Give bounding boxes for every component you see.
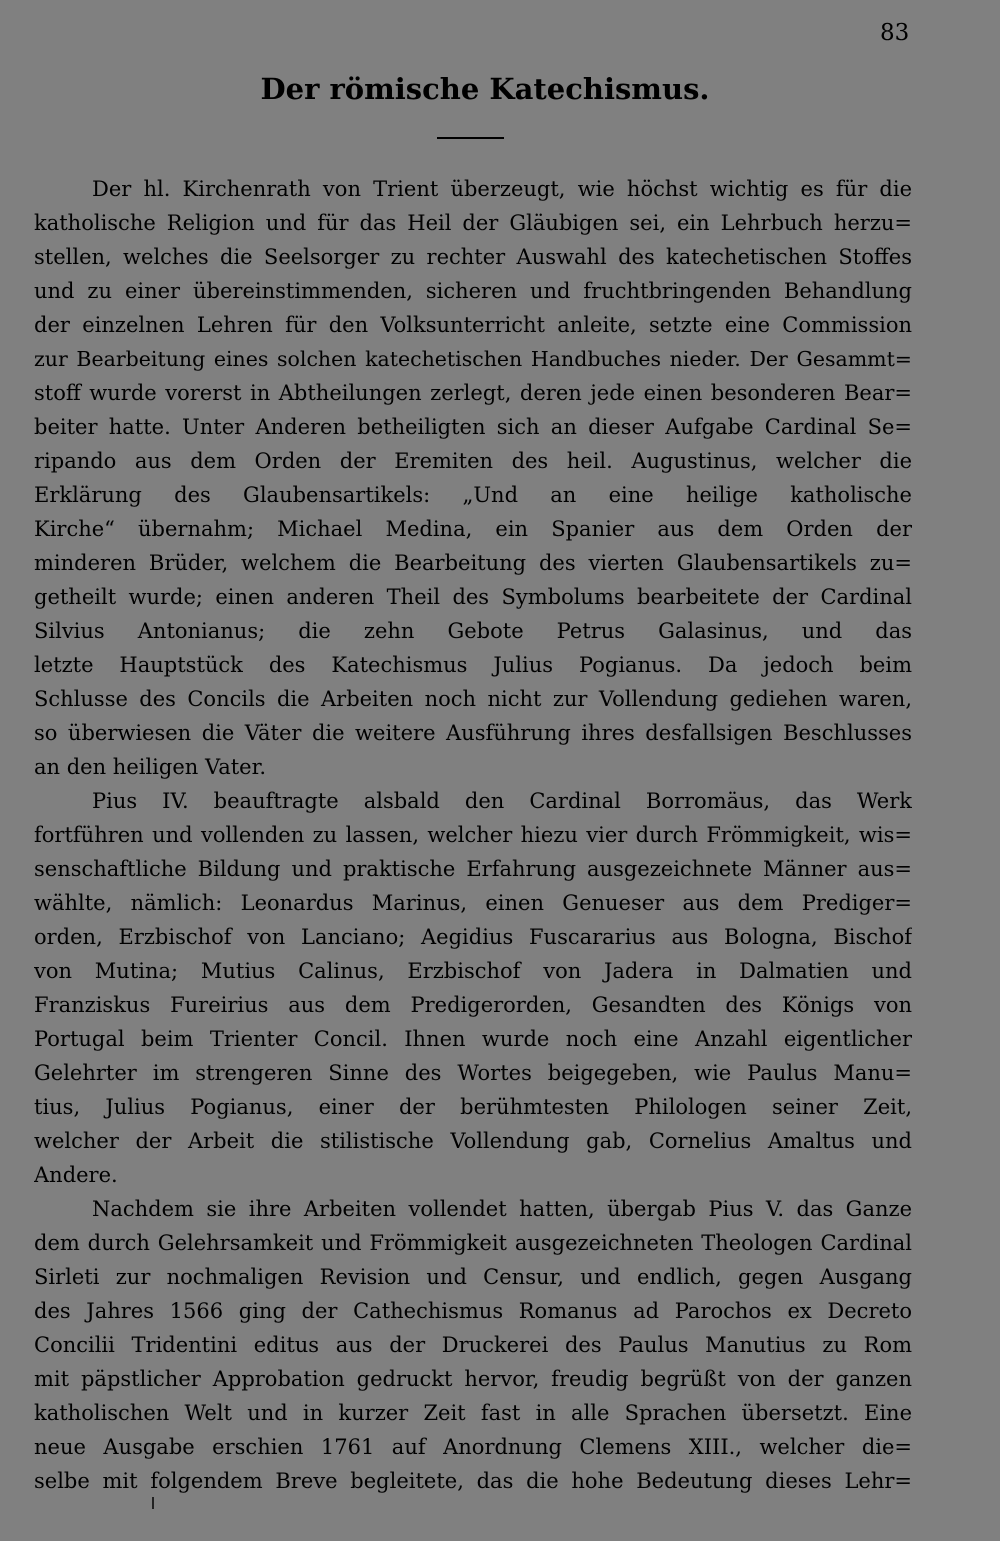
text-line: Erklärung des Glaubensartikels: „Und an eine heilige katholische — [34, 483, 912, 507]
text-line: Nachdem sie ihre Arbeiten vollendet hatten, übergab Pius V. das Ganze — [92, 1197, 912, 1221]
text-line: dem durch Gelehrsamkeit und Frömmigkeit ausgezeichneten Theologen Cardinal — [34, 1231, 912, 1255]
text-line: letzte Hauptstück des Katechismus Julius Pogianus. Da jedoch beim — [34, 653, 912, 677]
text-line: so überwiesen die Väter die weitere Ausführung ihres desfallsigen Beschlusses — [34, 721, 912, 745]
chapter-title: Der römische Katechismus. — [260, 72, 710, 106]
print-speck — [152, 1497, 154, 1509]
text-line: Portugal beim Trienter Concil. Ihnen wurde noch eine Anzahl eigentlicher — [34, 1027, 912, 1051]
text-line: orden, Erzbischof von Lanciano; Aegidius Fuscararius aus Bologna, Bischof — [34, 925, 912, 949]
text-line: an den heiligen Vater. — [34, 755, 266, 779]
text-line: fortführen und vollenden zu lassen, welcher hiezu vier durch Frömmigkeit, wis= — [34, 823, 912, 847]
text-line: mit päpstlicher Approbation gedruckt hervor, freudig begrüßt von der ganzen — [34, 1367, 912, 1391]
text-line: von Mutina; Mutius Calinus, Erzbischof von Jadera in Dalmatien und — [34, 959, 912, 983]
text-line: stellen, welches die Seelsorger zu rechter Auswahl des katechetischen Stoffes — [34, 245, 912, 269]
text-line: Der hl. Kirchenrath von Trient überzeugt, wie höchst wichtig es für die — [92, 177, 912, 201]
text-line: ripando aus dem Orden der Eremiten des heil. Augustinus, welcher die — [34, 449, 912, 473]
text-line: und zu einer übereinstimmenden, sicheren und fruchtbringenden Behandlung — [34, 279, 912, 303]
text-line: der einzelnen Lehren für den Volksunterricht anleite, setzte eine Commission — [34, 313, 912, 337]
text-line: tius, Julius Pogianus, einer der berühmtesten Philologen seiner Zeit, — [34, 1095, 912, 1119]
text-line: getheilt wurde; einen anderen Theil des Symbolums bearbeitete der Cardinal — [34, 585, 912, 609]
text-line: Gelehrter im strengeren Sinne des Wortes beigegeben, wie Paulus Manu= — [34, 1061, 912, 1085]
text-line: neue Ausgabe erschien 1761 auf Anordnung Clemens XIII., welcher die= — [34, 1435, 912, 1459]
text-line: Sirleti zur nochmaligen Revision und Censur, und endlich, gegen Ausgang — [34, 1265, 912, 1289]
text-line: stoff wurde vorerst in Abtheilungen zerlegt, deren jede einen besonderen Bear= — [34, 381, 912, 405]
text-line: Silvius Antonianus; die zehn Gebote Petrus Galasinus, und das — [34, 619, 912, 643]
text-line: Schlusse des Concils die Arbeiten noch nicht zur Vollendung gediehen waren, — [34, 687, 912, 711]
text-line: Kirche“ übernahm; Michael Medina, ein Spanier aus dem Orden der — [34, 517, 912, 541]
text-line: minderen Brüder, welchem die Bearbeitung des vierten Glaubensartikels zu= — [34, 551, 912, 575]
text-line: senschaftliche Bildung und praktische Erfahrung ausgezeichnete Männer aus= — [34, 857, 912, 881]
text-line: Pius IV. beauftragte alsbald den Cardinal Borromäus, das Werk — [92, 789, 912, 813]
text-line: zur Bearbeitung eines solchen katechetischen Handbuches nieder. Der Gesammt= — [34, 347, 912, 371]
body-text — [34, 172, 912, 1498]
text-line: welcher der Arbeit die stilistische Vollendung gab, Cornelius Amaltus und — [34, 1129, 912, 1153]
title-rule — [437, 137, 504, 139]
text-line: beiter hatte. Unter Anderen betheiligten sich an dieser Aufgabe Cardinal Se= — [34, 415, 912, 439]
text-line: katholische Religion und für das Heil der Gläubigen sei, ein Lehrbuch herzu= — [34, 211, 912, 235]
text-line: Concilii Tridentini editus aus der Druckerei des Paulus Manutius zu Rom — [34, 1333, 912, 1357]
text-line: selbe mit folgendem Breve begleitete, das die hohe Bedeutung dieses Lehr= — [34, 1469, 912, 1493]
text-line: katholischen Welt und in kurzer Zeit fast in alle Sprachen übersetzt. Eine — [34, 1401, 912, 1425]
text-line: des Jahres 1566 ging der Cathechismus Romanus ad Parochos ex Decreto — [34, 1299, 912, 1323]
text-line: Franziskus Fureirius aus dem Predigerorden, Gesandten des Königs von — [34, 993, 912, 1017]
text-line: Andere. — [34, 1163, 118, 1187]
page-number: 83 — [880, 20, 910, 46]
text-line: wählte, nämlich: Leonardus Marinus, einen Genueser aus dem Prediger= — [34, 891, 912, 915]
